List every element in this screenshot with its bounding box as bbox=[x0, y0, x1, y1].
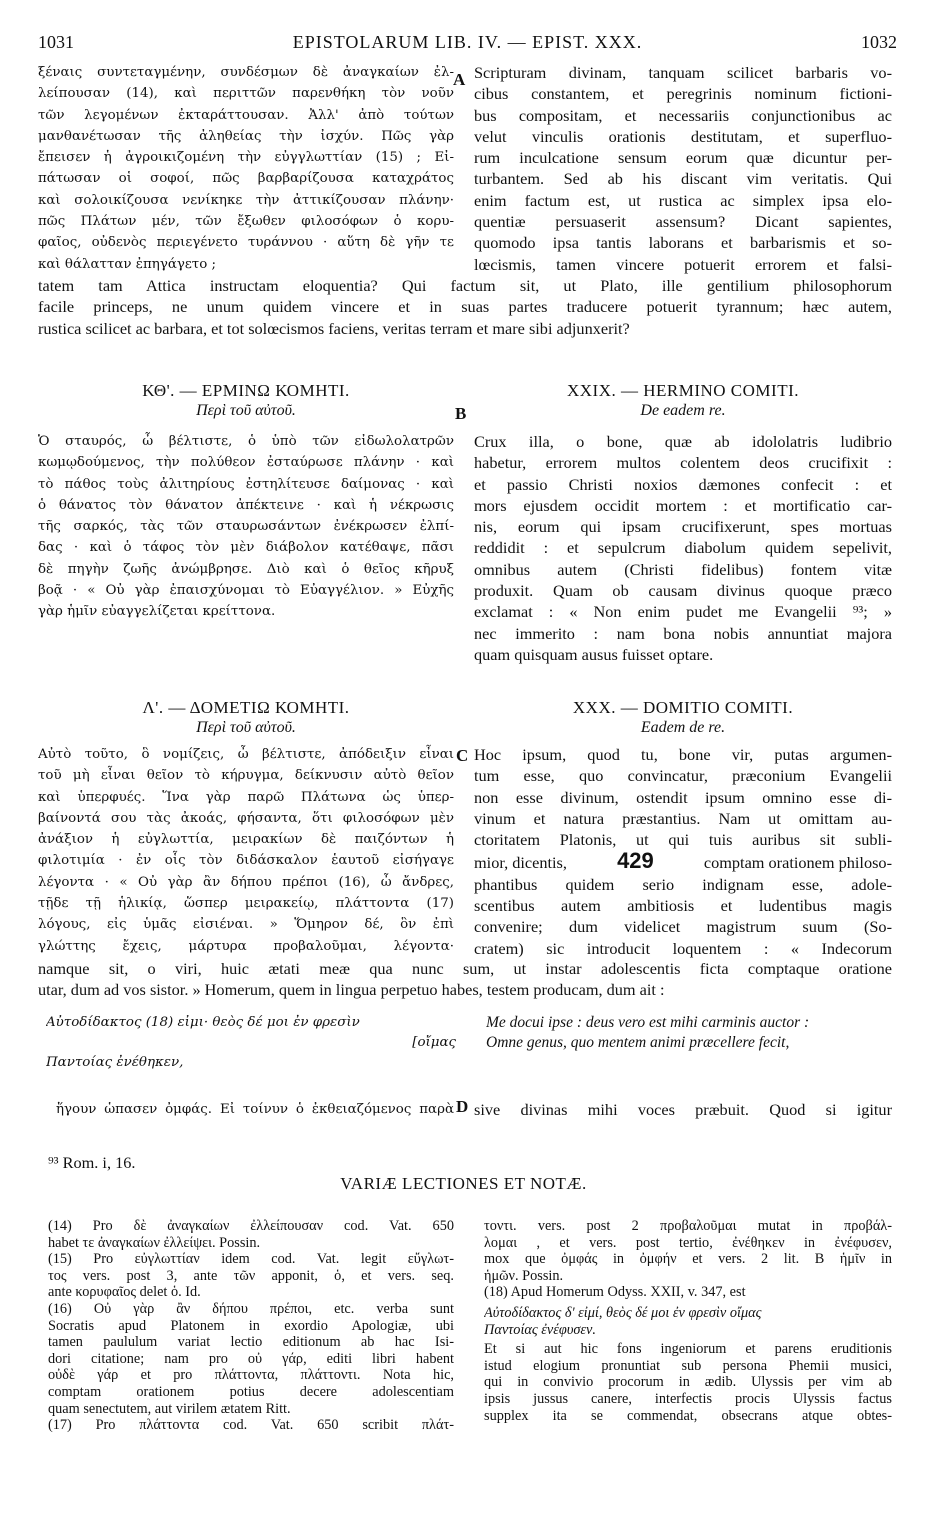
text-line: φιλοτιμία · ἐν οἷς τὸν διδάσκαλον ἑαυτοῦ εἰσήγαγε bbox=[38, 853, 454, 869]
note-line: τοντι. vers. post 2 προβαλοῦμαι mutat in προβάλ- bbox=[484, 1218, 892, 1234]
text-line: λέγοντα · « Οὐ γὰρ ἂν δήπου πρέποι (16), ὦ ἄνδρες, bbox=[38, 874, 454, 890]
text-line: habetur, errorem multos colentem deos crucifixit : bbox=[474, 453, 892, 473]
verse-latin bbox=[486, 1013, 892, 1053]
text-line: γὰρ ἡμῖν εὐαγγελίζεται κρείττονα. bbox=[38, 604, 276, 620]
text-line: rustica scilicet ac barbara, et tot solœcismos faciens, veritas terram et mare sibi adjunxerit? bbox=[38, 318, 630, 338]
text-line: πάτωσαν οἱ σοφοί, πῶς βαρβαρίζουσα καταχράτος bbox=[38, 171, 454, 187]
verse-greek bbox=[46, 1013, 456, 1073]
text-line: cibus constantem, et peregrinis nominum fictioni- bbox=[474, 84, 892, 104]
note-line: (16) Οὐ γὰρ ἂν δήπου πρέποι, etc. verba sunt bbox=[48, 1300, 454, 1317]
latin-subheading-29: De eadem re. bbox=[640, 402, 726, 419]
text-line: ξέναις συντεταγμένην, συνδέσμων δὲ ἀναγκαίων ἐλ- bbox=[38, 65, 454, 80]
text-line: πῶς Πλάτων μέν, τῶν ἔξωθεν φιλοσόφων ὁ κορυ- bbox=[38, 214, 454, 230]
text-line: βαίνοντά σου τὰς ἀκοάς, φήσαντα, ὅτι φιλοσόφων μὲν bbox=[38, 810, 454, 826]
sec29-latin-column bbox=[474, 431, 892, 665]
text-line: τῶν λεγομένων ἐκταράττουσαν. Ἀλλ' ἀπὸ τούτων bbox=[38, 107, 454, 123]
note-line: οὐδὲ γάρ et pro πλάττοντα, πλάττοντι. Nota hic, bbox=[48, 1367, 454, 1384]
text-line: quentiæ persuaserit assensum? Dicant sapientes, bbox=[474, 212, 892, 232]
text-line: Crux illa, o bone, quæ ab idololatris ludibrio bbox=[474, 432, 892, 451]
note-line: Et si aut hic fons ingeniorum et parens eruditionis bbox=[484, 1341, 892, 1358]
note-line: qui in convivio procorum in ædib. Ulyssis per vim ab bbox=[484, 1374, 892, 1391]
verse-line: Omne genus, quo mentem animi præcellere fecit, bbox=[486, 1034, 790, 1051]
note-line: ἡμῶν. Possin. bbox=[484, 1267, 564, 1284]
text-line: tatem tam Attica instructam eloquentia? Qui factum sit, ut Plato, ille gentilium philosophorum bbox=[38, 276, 892, 295]
note-line: istud elogium pronuntiat sub persona Phemii musici, bbox=[484, 1357, 892, 1374]
text-line: τὸ πάθος τοὺς ἀλιτηρίους ἐστηλίτευσε δαίμονας · καὶ bbox=[38, 476, 454, 492]
text-line: sive divinas mihi voces præbuit. Quod si igitur bbox=[474, 1100, 892, 1119]
notes-left-column bbox=[48, 1218, 454, 1434]
text-line: Scripturam divinam, tanquam scilicet barbaris vo- bbox=[474, 63, 892, 82]
top-greek-column bbox=[38, 62, 454, 275]
text-line: φαῖος, οὐδενὸς περιεγένετο τυράννου · αὕτη δὲ γῆν τε bbox=[38, 235, 454, 251]
text-line: cratem) sic introducit loquentem : « Indecorum bbox=[474, 938, 892, 958]
greek-subheading-30: Περὶ τοῦ αὐτοῦ. bbox=[196, 719, 296, 736]
text-line: ὁ θάνατος τὸν θάνατον ἀπέκτεινε · καὶ ἡ νέκρωσις bbox=[38, 497, 454, 513]
text-line: facile princeps, ne unum quidem vincere et in suas partes traducere potuerit tyrannum; hæc autem, bbox=[38, 297, 892, 317]
latin-heading-30: XXX. — DOMITIO COMITI. bbox=[572, 698, 794, 717]
footnote: ⁹³ Rom. i, 16. bbox=[48, 1153, 136, 1172]
text-line: λόγους, εἰς ὑμᾶς εἰσιέναι. » Ὅμηρον δέ, ὃν ἐπὶ bbox=[38, 917, 454, 933]
note-line: ante κορυφαῖος delet ὁ. Id. bbox=[48, 1284, 201, 1301]
text-line: reddidit : et sepulcrum diabolum quidem sepelivit, bbox=[474, 538, 892, 558]
text-line-with-page-marker bbox=[474, 850, 892, 873]
text-line: Hoc ipsum, quod tu, bone vir, putas argumen- bbox=[474, 745, 892, 764]
running-title: EPISTOLARUM LIB. IV. — EPIST. XXX. bbox=[292, 32, 643, 52]
text-line: convenire; dum videlicet magistrum suum (So- bbox=[474, 917, 892, 937]
text-line: κωμῳδούμενος, τὴν πολύθεον ἐσταύρωσε πλάνην · καὶ bbox=[38, 455, 454, 471]
sec30-full-width-text bbox=[38, 958, 892, 1001]
text-line: rum inculcatione sensum eorum quæ dicuntur per- bbox=[474, 148, 892, 168]
page-number-left: 1031 bbox=[38, 32, 74, 52]
note-line: supplex ita se commendat, obsecrans atque obtes- bbox=[484, 1407, 892, 1424]
sec30-greek-column bbox=[38, 744, 454, 957]
margin-mark-c: C bbox=[456, 746, 469, 765]
text-line: tum esse, quo convincatur, præconium Evangelii bbox=[474, 766, 892, 786]
sec30-latin-last-line bbox=[474, 1099, 892, 1120]
text-line: καὶ σολοικίζουσα νενίκηκε τὴν ἀττικίζουσαν πλάνην· bbox=[38, 192, 454, 208]
note-line: mox que ὀμφάς in ὀμφήν et vers. 2 lit. B ἡμῖν in bbox=[484, 1251, 892, 1268]
text-line: nec immerito : nam bona nobis annuntiat majora bbox=[474, 623, 892, 643]
margin-mark-d: D bbox=[456, 1097, 469, 1116]
verse-line: Παντοίας ἐνέθηκεν, bbox=[46, 1055, 184, 1070]
text-fragment: mior, dicentis, bbox=[474, 853, 567, 873]
text-line: καὶ θάλατταν ἐπηγάγετο ; bbox=[38, 256, 217, 272]
text-line: ἔπεισεν ἡ ἀγροικιζομένη τὴν εὐγγλωττίαν (15) ; Εἰ- bbox=[38, 150, 454, 166]
text-line: omnibus autem (Christi fidelibus) fontem vitæ bbox=[474, 559, 892, 579]
note-line: (14) Pro δὲ ἀναγκαίων ἐλλείπουσαν cod. Vat. 650 bbox=[48, 1218, 454, 1234]
text-line: vinum et natura præstantius. Nam ut omittam au- bbox=[474, 808, 892, 828]
note-line: (17) Pro πλάττοντα cod. Vat. 650 scribit πλάτ- bbox=[48, 1417, 454, 1434]
note-quote-line: Αὐτοδίδακτος δ' εἰμί, θεὸς δέ μοι ἐν φρεσὶν οἴμας bbox=[484, 1304, 762, 1321]
text-line: produxit. Quam ob causam divinus quoque præco bbox=[474, 581, 892, 601]
latin-heading-29: XXIX. — HERMINO COMITI. bbox=[566, 381, 799, 400]
note-line: Socratis apud Platonem in exordio Apologiæ, ubi bbox=[48, 1317, 454, 1334]
top-full-width-text bbox=[38, 275, 892, 339]
note-line: λομαι , et vers. post tertio, ἐνέθηκεν in ἐνέφυσεν, bbox=[484, 1234, 892, 1251]
text-line: enim factum est, ut rustica ac simplex ipsa elo- bbox=[474, 190, 892, 210]
note-line: comptam orationem potius decere adolescentiam bbox=[48, 1383, 454, 1400]
text-line: ctoritatem Platonis, ut qui tuis auribus sit subli- bbox=[474, 830, 892, 850]
text-line: ἥγουν ὡπασεν ὀμφάς. Εἰ τοίνυν ὁ ἐκθειαζόμενος παρὰ bbox=[56, 1102, 454, 1117]
text-line: Αὐτὸ τοῦτο, ὃ νομίζεις, ὦ βέλτιστε, ἀπόδειξιν εἶναι bbox=[38, 747, 454, 762]
latin-subheading-30: Eadem de re. bbox=[640, 719, 726, 736]
text-line: lœcismis, tamen vincere potuerit errorem et falsi- bbox=[474, 254, 892, 274]
text-line: τῇδε τῇ ἡλικίᾳ, ὥσπερ μειρακείῳ, πλάττοντα (17) bbox=[38, 896, 454, 912]
text-line: nis, eorum qui ipsam crucifixerunt, spes mortuas bbox=[474, 517, 892, 537]
text-line: τοῦ μὴ εἶναι θεῖον τὸ κήρυγμα, δείκνυσιν αὐτὸ θεῖον bbox=[38, 768, 454, 784]
text-line: exclamat : « Non enim pudet me Evangelii ⁹³; » bbox=[474, 602, 892, 622]
text-line: γλώττης ἔχεις, μάρτυρα προβαλοῦμαι, λέγοντα· bbox=[38, 938, 454, 954]
edition-page-number: 429 bbox=[617, 850, 654, 874]
text-line: ἀνάξιον ἡ εὐγλωττία, μειρακίων δὲ παιζόντων ἡ bbox=[38, 832, 454, 848]
text-line: bus compositam, et necessariis conjunctionibus ac bbox=[474, 105, 892, 125]
top-latin-column bbox=[474, 62, 892, 275]
text-line: utar, dum ad vos sistor. » Homerum, quem in lingua perpetuo habes, testem producam, dum ait : bbox=[38, 980, 665, 1000]
text-line: quomodo ipsa tantis laborans et barbarismis et so- bbox=[474, 233, 892, 253]
text-line: καὶ ὑπερφυές. Ἵνα γὰρ παρῶ Πλάτωνα ὡς ὑπερ- bbox=[38, 789, 454, 805]
notes-right-column bbox=[484, 1218, 892, 1424]
text-line: mors ejusdem occidit mortem : et mortificatio car- bbox=[474, 495, 892, 515]
text-line: τῆς σαρκός, τὰς τῶν σταυρωσάντων ἐνέκρωσεν ἐλπί- bbox=[38, 519, 454, 535]
text-line: βοᾷ · « Οὐ γὰρ ἐπαισχύνομαι τὸ Εὐαγγέλιον. » Εὐχῆς bbox=[38, 583, 454, 599]
note-line: quam senectutem, aut virilem ætatem Ritt. bbox=[48, 1400, 291, 1417]
notes-title: VARIÆ LECTIONES ET NOTÆ. bbox=[340, 1174, 587, 1193]
greek-heading-29: ΚΘ'. — ΕΡΜΙΝΩ ΚΟΜΗΤΙ. bbox=[142, 381, 350, 400]
note-line: τος vers. post 3, ante τῶν apponit, ὁ, et vers. seq. bbox=[48, 1267, 454, 1284]
text-fragment: comptam orationem philoso- bbox=[703, 853, 892, 873]
sec30-greek-last-line bbox=[56, 1099, 454, 1120]
text-line: δας · καὶ ὁ τάφος τὸν μὲν διάβολον κατέθαψε, πᾶσι bbox=[38, 540, 454, 556]
note-line: habet τε ἀναγκαίων ἐλλείψει. Possin. bbox=[48, 1234, 261, 1251]
note-line: dori citatione; nam pro οὐ γάρ, editi libri habent bbox=[48, 1350, 454, 1367]
page-number-right: 1032 bbox=[861, 32, 897, 52]
text-line: et passio Christi noxios dæmones confecit : et bbox=[474, 474, 892, 494]
greek-subheading-29: Περὶ τοῦ αὐτοῦ. bbox=[196, 402, 296, 419]
text-line: scentibus autem ambitiosis et ludentibus magis bbox=[474, 896, 892, 916]
text-line: μανθανέτωσαν τῆς ἀληθείας τὴν ἰσχύν. Πῶς γὰρ bbox=[38, 128, 454, 144]
note-line: (15) Pro εὐγλωττίαν idem cod. Vat. legit εὔγλωτ- bbox=[48, 1251, 454, 1268]
text-line: λείπουσαν (14), καὶ περιττῶν παρενθήκη τὸν νοῦν bbox=[38, 86, 454, 102]
text-line: δὲ πηγὴν ζωῆς ἀνώμβρησε. Διὸ καὶ ὁ θεῖος κῆρυξ bbox=[38, 561, 454, 577]
note-line: tamen paululum variat lectio editionum ab hac Isi- bbox=[48, 1334, 454, 1351]
sec29-greek-column bbox=[38, 431, 454, 623]
note-quote-line: Παντοίας ἐνέφυσεν. bbox=[484, 1321, 596, 1338]
text-line: Ὁ σταυρός, ὦ βέλτιστε, ὁ ὑπὸ τῶν εἰδωλολατρῶν bbox=[38, 434, 454, 449]
note-line: (18) Apud Homerum Odyss. XXII, v. 347, est bbox=[484, 1284, 746, 1301]
verse-line: Αὐτοδίδακτος (18) εἰμι· θεὸς δέ μοι ἐν φρεσὶν bbox=[46, 1015, 360, 1030]
text-line: turbantem. Sed ab his discant vim veritatis. Qui bbox=[474, 169, 892, 189]
text-line: velut vinculis orationis destitutam, et superfluo- bbox=[474, 126, 892, 146]
text-line: namque sit, o viri, huic ætati meæ qua nunc sum, ut instar adolescentis ficta comptaque oratione bbox=[38, 959, 892, 978]
greek-heading-30: Λ'. — ΔΟΜΕΤΙΩ ΚΟΜΗΤΙ. bbox=[142, 698, 350, 717]
margin-mark-a: A bbox=[453, 70, 466, 89]
text-line: quam quisquam ausus fuisset optare. bbox=[474, 644, 714, 664]
note-line: ipsis jussus canere, interfectis procis Ulyssis factus bbox=[484, 1390, 892, 1407]
sec30-latin-column bbox=[474, 744, 892, 959]
verse-line-continuation: [οἴμας bbox=[412, 1035, 456, 1050]
text-line: non esse divinum, ostendit ipsum omnino esse di- bbox=[474, 787, 892, 807]
margin-mark-b: B bbox=[455, 404, 467, 423]
running-header bbox=[38, 32, 897, 54]
verse-line: Me docui ipse : deus vero est mihi carminis auctor : bbox=[486, 1014, 810, 1031]
text-line: phantibus quidem serio indignam esse, adole- bbox=[474, 874, 892, 894]
